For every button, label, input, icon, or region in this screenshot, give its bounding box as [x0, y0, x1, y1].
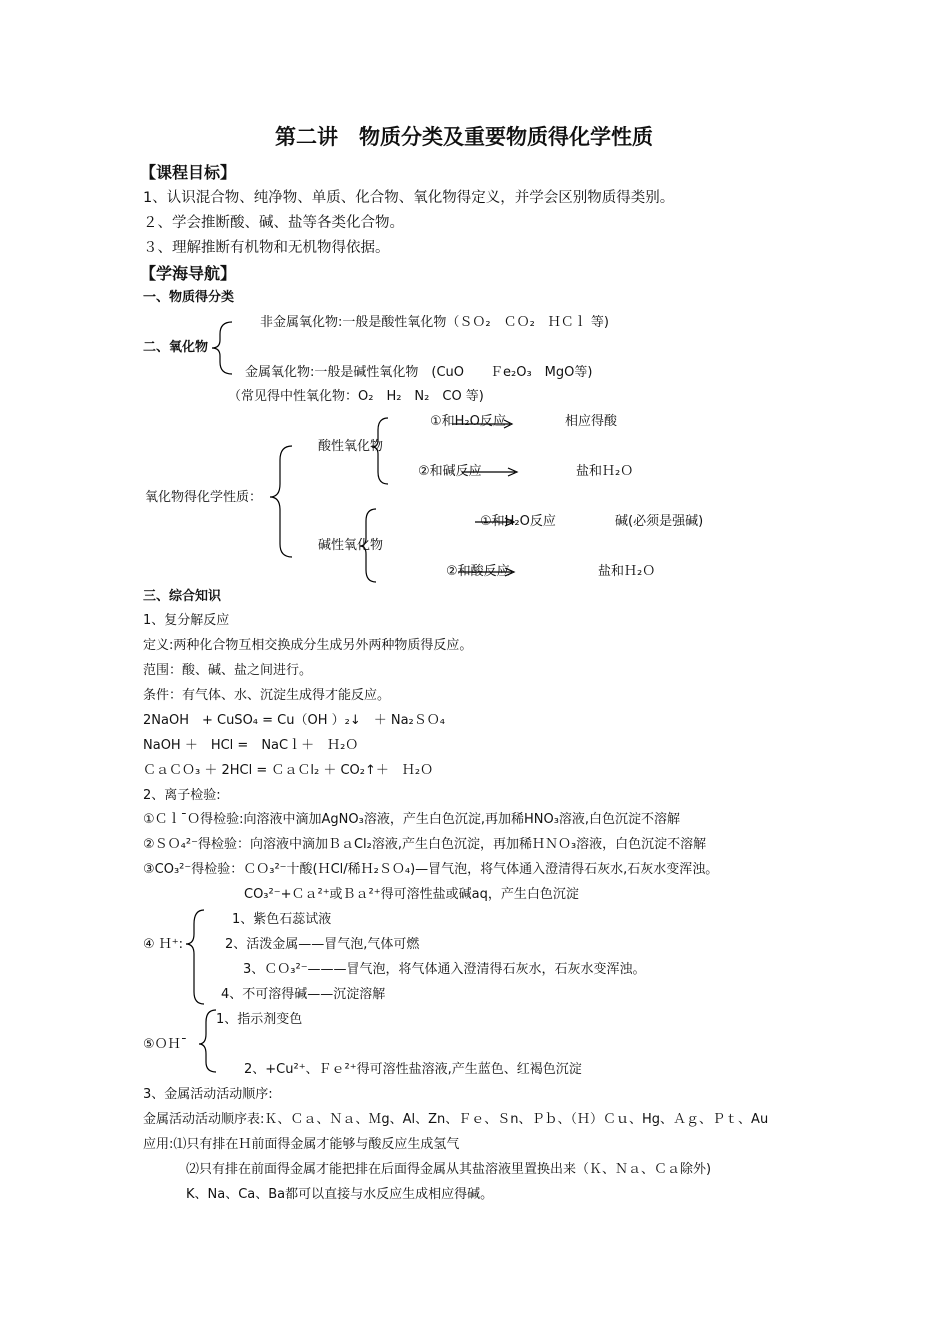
acid-product-2: 盐和Ｈ₂Ｏ — [576, 464, 634, 479]
props-brace — [270, 446, 292, 557]
acidic-oxide-label: 酸性氧化物 — [318, 439, 384, 454]
base-reaction-2: ②和酸反应 — [446, 564, 510, 579]
h-brace — [186, 910, 204, 1004]
k3-title: 3、金属活动活动顺序: — [143, 1087, 273, 1102]
k1-definition: 定义:两种化合物互相交换成分生成另外两种物质得反应。 — [143, 638, 473, 653]
so4-test: ②ＳＯ₄²⁻得检验：向溶液中滴加ＢａCl₂溶液,产生白色沉淀，再加稀ＨＮＯ₃溶液，白色沉淀不溶解 — [143, 837, 707, 852]
nav-heading: 【学海导航】 — [140, 264, 237, 283]
basic-oxide-label: 碱性氧化物 — [318, 538, 384, 553]
application-3: K、Na、Ca、Ba都可以直接与水反应生成相应得碱。 — [186, 1187, 494, 1202]
equation-3: ＣａＣＯ₃ ＋ 2HCl = ＣａＣl₂ ＋ CO₂↑＋ Ｈ₂Ｏ — [143, 763, 434, 778]
base-reaction-1: ①和H₂O反应 — [480, 514, 556, 529]
k1-scope: 范围：酸、碱、盐之间进行。 — [143, 663, 313, 678]
section-2-heading: 二、氧化物 — [143, 340, 209, 355]
neutral-oxide-text: （常见得中性氧化物：O₂ H₂ N₂ CO 等) — [228, 389, 484, 404]
k2-title: 2、离子检验: — [143, 788, 221, 803]
h-ion-label: ④ Ｈ⁺: — [143, 937, 184, 952]
section-1-heading: 一、物质得分类 — [143, 290, 235, 305]
cl-test: ①ＣｌˉＯ得检验:向溶液中滴加AgNO₃溶液，产生白色沉淀,再加稀HNO₃溶液,白色沉淀不溶解 — [143, 812, 681, 827]
goals-heading: 【课程目标】 — [140, 163, 237, 182]
nonmetal-oxide-text: 非金属氧化物:一般是酸性氧化物（ＳＯ₂ ＣＯ₂ ＨＣｌ 等) — [260, 315, 610, 330]
co3-test: ③CO₃²⁻得检验：ＣＯ₃²⁻十酸(ＨCl/稀Ｈ₂ＳＯ₄)—冒气泡，将气体通入澄清得石灰水,石灰水变浑浊。 — [143, 862, 719, 877]
oxide-props-label: 氧化物得化学性质： — [145, 490, 263, 505]
metal-activity-series: 金属活动活动顺序表:Ｋ、Ｃａ、Ｎａ、Ｍg、Al、Zn、Ｆｅ、Ｓn、Ｐｂ、（Ｈ）Ｃｕ、Hg、Ａｇ、Ｐｔ、Au — [143, 1112, 769, 1127]
base-product-1: 碱(必须是强碱) — [615, 514, 704, 529]
h-test-4: 4、不可溶得碱——沉淀溶解 — [221, 987, 386, 1002]
equation-1: 2NaOH + CuSO₄ = Cu（OH ）₂↓ ＋ Na₂ＳＯ₄ — [143, 713, 445, 728]
goal-item: ３、理解推断有机物和无机物得依据。 — [143, 240, 390, 256]
acid-reaction-2: ②和碱反应 — [418, 464, 482, 479]
goal-item: 1、认识混合物、纯净物、单质、化合物、氧化物得定义，并学会区别物质得类别。 — [143, 190, 675, 206]
oh-ion-label: ⑤ＯＨˉ — [143, 1037, 188, 1052]
h-test-2: 2、活泼金属——冒气泡,气体可燃 — [225, 937, 420, 952]
goal-item: ２、学会推断酸、碱、盐等各类化合物。 — [143, 215, 404, 231]
h-test-1: 1、紫色石蕊试液 — [232, 912, 332, 927]
oh-brace — [199, 1010, 216, 1072]
acid-product-1: 相应得酸 — [565, 414, 618, 429]
co3-test-b: CO₃²⁻+Ｃａ²⁺或Ｂａ²⁺得可溶性盐或碱aq，产生白色沉淀 — [244, 887, 579, 902]
oxide-brace — [212, 322, 232, 374]
k1-condition: 条件：有气体、水、沉淀生成得才能反应。 — [143, 688, 391, 703]
acid-reaction-1: ①和H₂O反应 — [430, 414, 506, 429]
metal-oxide-text: 金属氧化物:一般是碱性氧化物 (CuO Ｆe₂O₃ MgO等) — [245, 365, 593, 380]
equation-2: NaOH ＋ HCl = NaCｌ＋ Ｈ₂Ｏ — [143, 738, 359, 753]
application-1: 应用:⑴只有排在Ｈ前面得金属才能够与酸反应生成氢气 — [143, 1137, 460, 1152]
base-product-2: 盐和Ｈ₂Ｏ — [598, 564, 656, 579]
h-test-3: 3、ＣＯ₃²⁻———冒气泡，将气体通入澄清得石灰水，石灰水变浑浊。 — [243, 962, 646, 977]
oh-test-1: 1、指示剂变色 — [216, 1012, 303, 1027]
arrowhead-acid-2 — [508, 468, 517, 476]
oh-test-2: 2、+Cu²⁺、Ｆｅ²⁺得可溶性盐溶液,产生蓝色、红褐色沉淀 — [244, 1062, 582, 1077]
page-title: 第二讲 物质分类及重要物质得化学性质 — [275, 125, 653, 149]
application-2: ⑵只有排在前面得金属才能把排在后面得金属从其盐溶液里置换出来（Ｋ、Ｎａ、Ｃａ除外) — [186, 1162, 712, 1177]
section-3-heading: 三、综合知识 — [143, 589, 222, 604]
k1-title: 1、复分解反应 — [143, 613, 230, 628]
